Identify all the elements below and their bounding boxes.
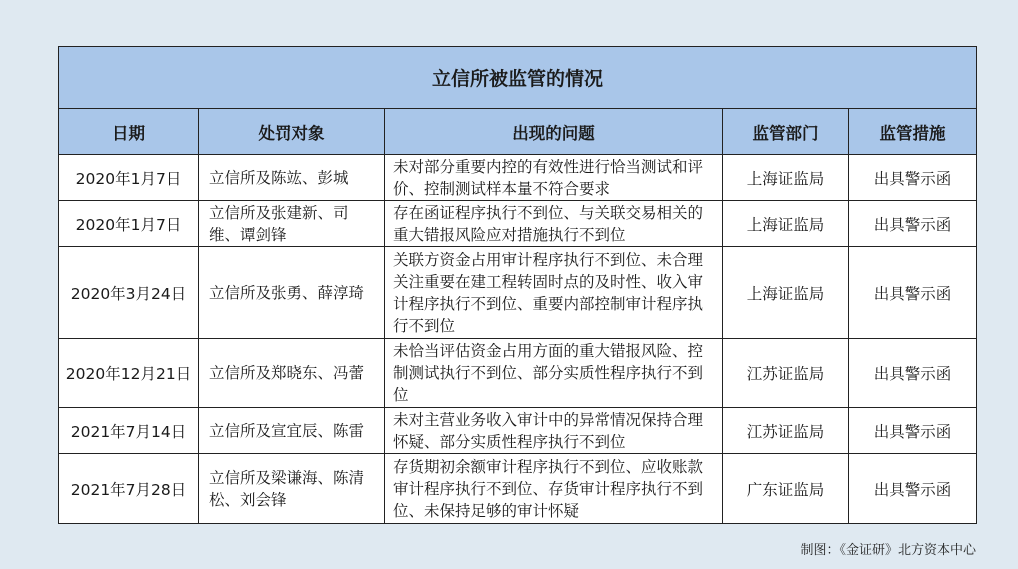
regulation-table-container xyxy=(58,46,976,524)
date-cell: 2020年12月21日 xyxy=(59,339,199,408)
issue-text: 关联方资金占用审计程序执行不到位、未合理关注重要在建工程转固时点的及时性、收入审计程序执行不到位、重要内部控制审计程序执行不到位 xyxy=(393,250,704,335)
issue-text: 未对主营业务收入审计中的异常情况保持合理怀疑、部分实质性程序执行不到位 xyxy=(393,410,704,451)
date-cell: 2020年3月24日 xyxy=(59,247,199,339)
measure-cell: 出具警示函 xyxy=(849,339,977,408)
table-row xyxy=(59,247,977,339)
target-cell xyxy=(199,155,385,201)
date-cell: 2020年1月7日 xyxy=(59,201,199,247)
table-row xyxy=(59,339,977,408)
header-issue: 出现的问题 xyxy=(385,109,723,155)
issue-text: 未对部分重要内控的有效性进行恰当测试和评价、控制测试样本量不符合要求 xyxy=(393,157,704,198)
measure-cell: 出具警示函 xyxy=(849,408,977,454)
issue-cell xyxy=(385,339,723,408)
department-cell: 上海证监局 xyxy=(723,201,849,247)
issue-cell xyxy=(385,454,723,524)
table-row xyxy=(59,408,977,454)
measure-cell: 出具警示函 xyxy=(849,247,977,339)
header-row xyxy=(59,109,977,155)
table-row xyxy=(59,155,977,201)
target-cell xyxy=(199,339,385,408)
issue-cell xyxy=(385,408,723,454)
measure-cell: 出具警示函 xyxy=(849,454,977,524)
issue-cell xyxy=(385,201,723,247)
target-text: 立信所及梁谦海、陈清松、刘会锋 xyxy=(209,468,365,509)
header-department: 监管部门 xyxy=(723,109,849,155)
department-cell: 江苏证监局 xyxy=(723,339,849,408)
table-row xyxy=(59,454,977,524)
target-cell xyxy=(199,247,385,339)
source-caption: 制图：《金证研》北方资本中心 xyxy=(800,543,976,558)
measure-cell: 出具警示函 xyxy=(849,201,977,247)
target-text: 立信所及张勇、薛淳琦 xyxy=(209,283,365,302)
header-date: 日期 xyxy=(59,109,199,155)
measure-cell: 出具警示函 xyxy=(849,155,977,201)
target-cell xyxy=(199,408,385,454)
department-cell: 广东证监局 xyxy=(723,454,849,524)
target-text: 立信所及宣宜辰、陈雷 xyxy=(209,421,365,440)
issue-text: 存在函证程序执行不到位、与关联交易相关的重大错报风险应对措施执行不到位 xyxy=(393,203,704,244)
issue-text: 未恰当评估资金占用方面的重大错报风险、控制测试执行不到位、部分实质性程序执行不到位 xyxy=(393,342,704,404)
issue-text: 存货期初余额审计程序执行不到位、应收账款审计程序执行不到位、存货审计程序执行不到位、未保持足够的审计怀疑 xyxy=(393,457,704,520)
target-cell xyxy=(199,454,385,524)
header-measure: 监管措施 xyxy=(849,109,977,155)
issue-cell xyxy=(385,155,723,201)
target-text: 立信所及张建新、司维、谭剑锋 xyxy=(209,203,349,244)
target-text: 立信所及郑晓东、冯蕾 xyxy=(209,364,365,382)
table-title: 立信所被监管的情况 xyxy=(59,47,977,109)
department-cell: 江苏证监局 xyxy=(723,408,849,454)
date-cell: 2021年7月14日 xyxy=(59,408,199,454)
target-cell xyxy=(199,201,385,247)
date-cell: 2021年7月28日 xyxy=(59,454,199,524)
header-target: 处罚对象 xyxy=(199,109,385,155)
date-cell: 2020年1月7日 xyxy=(59,155,199,201)
target-text: 立信所及陈竑、彭城 xyxy=(209,168,349,187)
department-cell: 上海证监局 xyxy=(723,155,849,201)
regulation-table xyxy=(58,46,977,524)
table-row xyxy=(59,201,977,247)
issue-cell xyxy=(385,247,723,339)
department-cell: 上海证监局 xyxy=(723,247,849,339)
